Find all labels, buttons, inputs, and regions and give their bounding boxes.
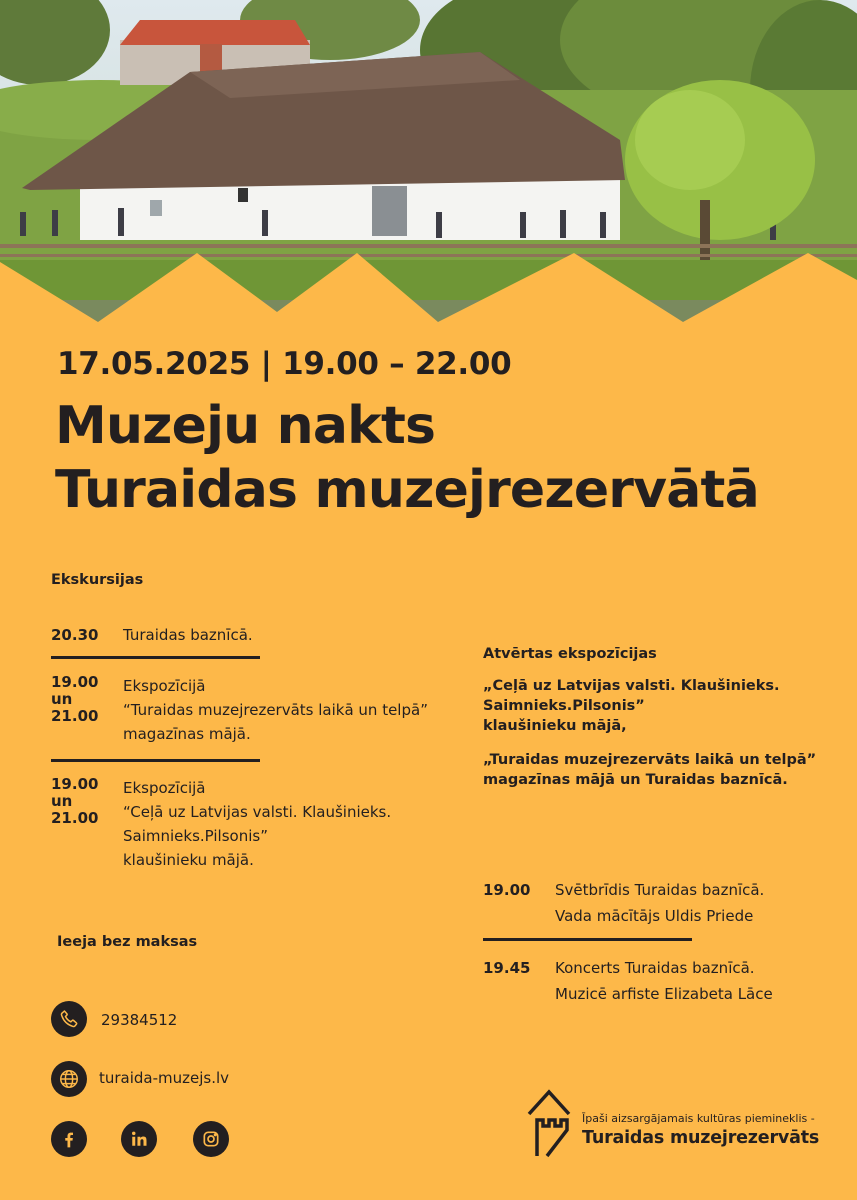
event-title xyxy=(55,394,759,522)
desc-line: magazīnas mājā. xyxy=(123,725,251,743)
time-line: un xyxy=(51,690,73,708)
time-line: 21.00 xyxy=(51,809,99,827)
desc-line: Ekspozīcijā xyxy=(123,677,206,695)
time-line: un xyxy=(51,792,73,810)
church-event-time: 19.00 xyxy=(483,881,531,899)
divider xyxy=(51,656,260,659)
instagram-icon[interactable] xyxy=(193,1121,229,1157)
desc-line: Turaidas baznīcā. xyxy=(123,626,253,644)
exposition-line: „Turaidas muzejrezervāts laikā un telpā” xyxy=(483,752,817,768)
exposition-line: Saimnieks.Pilsonis” xyxy=(483,698,645,714)
desc-line: Muzicē arfiste Elizabeta Lāce xyxy=(555,985,773,1003)
desc-line: Koncerts Turaidas baznīcā. xyxy=(555,959,755,977)
divider xyxy=(51,759,260,762)
castle-logo-icon xyxy=(525,1088,575,1158)
desc-line: Ekspozīcijā xyxy=(123,779,206,797)
logo-title: Turaidas muzejrezervāts xyxy=(582,1128,820,1148)
zigzag-divider xyxy=(0,250,857,340)
church-event-time: 19.45 xyxy=(483,959,531,977)
event-date-time: 17.05.2025 | 19.00 – 22.00 xyxy=(57,346,512,382)
time-line: 19.00 xyxy=(51,775,99,793)
desc-line: klaušinieku mājā. xyxy=(123,851,254,869)
church-event-desc xyxy=(555,955,845,1007)
excursion-time: 20.30 xyxy=(51,626,99,644)
desc-line: Svētbrīdis Turaidas baznīcā. xyxy=(555,881,765,899)
exposition-line: klaušinieku mājā, xyxy=(483,718,627,734)
excursion-desc xyxy=(123,674,483,746)
exposition-block-1 xyxy=(483,676,843,736)
excursion-desc xyxy=(123,623,483,647)
website-link[interactable]: turaida-muzejs.lv xyxy=(99,1069,230,1087)
desc-line: Vada mācītājs Uldis Priede xyxy=(555,907,754,925)
entry-free-label: Ieeja bez maksas xyxy=(57,934,198,950)
exposition-block-2 xyxy=(483,750,843,790)
divider xyxy=(483,938,692,941)
title-line-1: Muzeju nakts xyxy=(55,396,436,456)
open-expositions-heading: Atvērtas ekspozīcijas xyxy=(483,646,657,662)
time-line: 21.00 xyxy=(51,707,99,725)
church-event-desc xyxy=(555,877,845,929)
facebook-icon[interactable] xyxy=(51,1121,87,1157)
phone-number[interactable]: 29384512 xyxy=(101,1011,178,1029)
excursion-time xyxy=(51,674,111,725)
logo-subtitle: Īpaši aizsargājamais kultūras piemineklis - xyxy=(582,1112,815,1125)
excursion-time xyxy=(51,776,111,827)
phone-icon[interactable] xyxy=(51,1001,87,1037)
time-line: 19.00 xyxy=(51,673,99,691)
desc-line: Saimnieks.Pilsonis” xyxy=(123,827,268,845)
turaida-logo xyxy=(525,1088,825,1158)
linkedin-icon[interactable] xyxy=(121,1121,157,1157)
exposition-line: „Ceļā uz Latvijas valsti. Klaušinieks. xyxy=(483,678,780,694)
desc-line: “Ceļā uz Latvijas valsti. Klaušinieks. xyxy=(123,803,392,821)
excursion-desc xyxy=(123,776,483,872)
globe-icon[interactable] xyxy=(51,1061,87,1097)
exposition-line: magazīnas mājā un Turaidas baznīcā. xyxy=(483,772,788,788)
desc-line: “Turaidas muzejrezervāts laikā un telpā” xyxy=(123,701,428,719)
title-line-2: Turaidas muzejrezervātā xyxy=(55,460,759,520)
excursions-heading: Ekskursijas xyxy=(51,572,144,588)
